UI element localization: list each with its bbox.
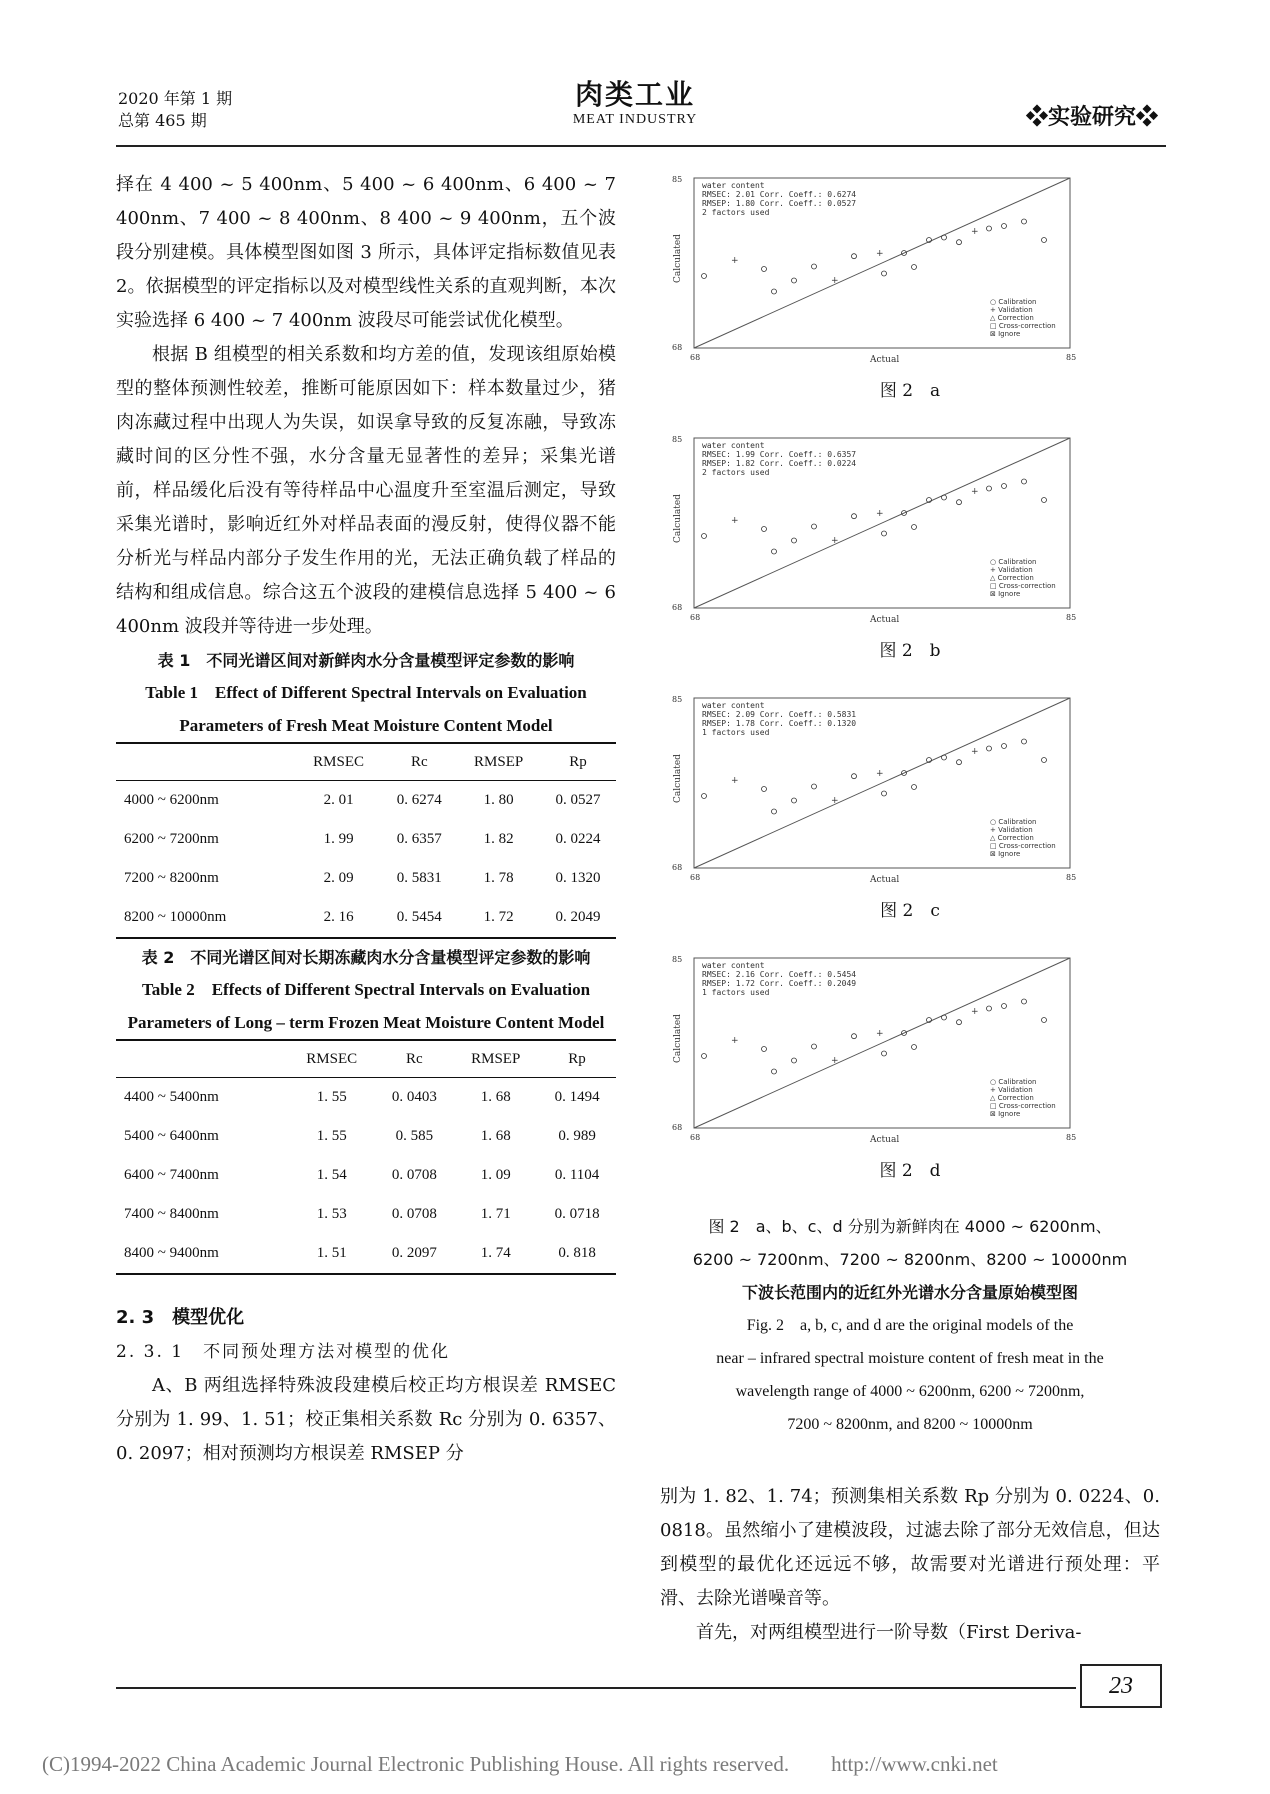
table-cell: 1. 99 bbox=[323, 831, 354, 847]
legend-item: ○ Calibration bbox=[990, 558, 1037, 566]
calibration-point bbox=[1022, 999, 1027, 1004]
table-cell: 0. 989 bbox=[558, 1128, 596, 1144]
calibration-point bbox=[912, 1045, 917, 1050]
table-cell: 1. 68 bbox=[480, 1089, 511, 1105]
x-axis-label: Actual bbox=[870, 1135, 900, 1145]
calibration-point bbox=[762, 1047, 767, 1052]
paragraph: A、B 两组选择特殊波段建模后校正均方根误差 RMSEC 分别为 1. 99、1. 51；校正集相关系数 Rc 分别为 0. 6357、0. 2097；相对预测均方根误差 RMSEP 分 bbox=[116, 1375, 616, 1464]
legend-item: ○ Calibration bbox=[990, 1078, 1037, 1086]
table-header: RMSEC bbox=[288, 1040, 376, 1078]
y-tick-max: 85 bbox=[672, 695, 683, 704]
validation-point: + bbox=[831, 276, 839, 286]
table-cell: 4000 ~ 6200nm bbox=[124, 792, 219, 808]
table-cell: 0. 1320 bbox=[555, 870, 601, 886]
table-cell: 0. 1104 bbox=[554, 1167, 600, 1183]
validation-point: + bbox=[971, 487, 979, 497]
table2-caption-en-2: Parameters of Long – term Frozen Meat Moisture Content Model bbox=[127, 1013, 605, 1032]
scatter-plot bbox=[660, 428, 1160, 628]
table-cell: 8400 ~ 9400nm bbox=[116, 1234, 288, 1274]
table-cell: 1. 71 bbox=[480, 1206, 511, 1222]
calibration-point bbox=[762, 527, 767, 532]
x-axis-label: Actual bbox=[870, 355, 900, 365]
stats-text: RMSEP: 1.82 Corr. Coeff.: 0.0224 bbox=[702, 459, 857, 468]
table-header bbox=[116, 1040, 288, 1078]
x-axis-label: Actual bbox=[870, 875, 900, 885]
validation-point: + bbox=[731, 256, 739, 266]
figure-caption-cn-1: 图 2 a、b、c、d 分别为新鲜肉在 4000 ~ 6200nm、 bbox=[708, 1217, 1112, 1236]
figure-caption-en-3: wavelength range of 4000 ~ 6200nm, 6200 ~ 7200nm, bbox=[735, 1383, 1085, 1400]
scatter-plot bbox=[660, 948, 1160, 1148]
table1 bbox=[116, 742, 616, 939]
table1-caption-en-2: Parameters of Fresh Meat Moisture Content Model bbox=[179, 716, 553, 735]
figure-label: 图 2 b bbox=[879, 641, 941, 661]
calibration-point bbox=[772, 809, 777, 814]
y-tick-min: 68 bbox=[672, 603, 683, 612]
calibration-point bbox=[1002, 744, 1007, 749]
calibration-point bbox=[762, 267, 767, 272]
issue-line-2: 总第 465 期 bbox=[118, 111, 207, 130]
table-cell: 8200 ~ 10000nm bbox=[116, 898, 296, 938]
figure-caption-cn-2: 6200 ~ 7200nm、7200 ~ 8200nm、8200 ~ 10000nm bbox=[692, 1250, 1128, 1269]
table-cell: 1. 72 bbox=[457, 898, 540, 938]
table-row bbox=[116, 898, 616, 938]
stats-text: 1 factors used bbox=[702, 988, 770, 997]
table-header: RMSEC bbox=[296, 743, 381, 781]
figure-caption bbox=[660, 1210, 1160, 1441]
calibration-point bbox=[762, 787, 767, 792]
figure-caption-en-1: Fig. 2 a, b, c, and d are the original models of the bbox=[746, 1317, 1074, 1334]
validation-point: + bbox=[876, 248, 884, 259]
table-cell: 1. 55 bbox=[316, 1089, 347, 1105]
table-cell: 0. 0403 bbox=[391, 1089, 437, 1105]
table-header: Rc bbox=[375, 1040, 453, 1078]
x-tick-max: 85 bbox=[1066, 613, 1077, 622]
table-cell: 1. 53 bbox=[316, 1206, 347, 1222]
x-tick-max: 85 bbox=[1066, 353, 1077, 362]
calibration-point bbox=[1002, 484, 1007, 489]
scatter-plot bbox=[660, 688, 1160, 888]
journal-logo bbox=[560, 78, 710, 128]
calibration-point bbox=[792, 538, 797, 543]
y-axis-label: Calculated bbox=[673, 754, 683, 803]
table-row bbox=[116, 820, 616, 859]
calibration-point bbox=[702, 794, 707, 799]
calibration-point bbox=[1022, 219, 1027, 224]
table-cell: 2. 01 bbox=[323, 792, 354, 808]
legend-item: △ Correction bbox=[990, 834, 1034, 842]
figure-label: 图 2 a bbox=[879, 381, 941, 401]
calibration-point bbox=[912, 265, 917, 270]
calibration-point bbox=[1022, 739, 1027, 744]
y-axis-label: Calculated bbox=[673, 494, 683, 543]
legend-item: ○ Calibration bbox=[990, 818, 1037, 826]
scatter-plot bbox=[660, 168, 1160, 368]
calibration-point bbox=[702, 534, 707, 539]
stats-text: RMSEP: 1.72 Corr. Coeff.: 0.2049 bbox=[702, 979, 857, 988]
legend-item: □ Cross-correction bbox=[990, 582, 1056, 590]
x-tick-max: 85 bbox=[1066, 873, 1077, 882]
table1-caption-cn: 表 1 不同光谱区间对新鲜肉水分含量模型评定参数的影响 bbox=[157, 651, 575, 670]
issue-info bbox=[118, 88, 232, 132]
calibration-point bbox=[912, 525, 917, 530]
calibration-point bbox=[957, 240, 962, 245]
stats-text: 2 factors used bbox=[702, 208, 770, 217]
table-cell: 5400 ~ 6400nm bbox=[124, 1128, 219, 1144]
legend-item: ○ Calibration bbox=[990, 298, 1037, 306]
table-cell: 4400 ~ 5400nm bbox=[124, 1089, 219, 1105]
stats-text: water content bbox=[702, 961, 765, 970]
calibration-point bbox=[942, 755, 947, 760]
table-cell: 1. 09 bbox=[480, 1167, 511, 1183]
figure-caption-en-4: 7200 ~ 8200nm, and 8200 ~ 10000nm bbox=[787, 1416, 1033, 1433]
legend-item: △ Correction bbox=[990, 574, 1034, 582]
table-row bbox=[116, 859, 616, 898]
legend-item: ⊠ Ignore bbox=[990, 590, 1021, 598]
table2-caption-en-1: Table 2 Effects of Different Spectral Intervals on Evaluation bbox=[141, 980, 591, 999]
table-cell: 1. 74 bbox=[453, 1234, 538, 1274]
calibration-point bbox=[987, 226, 992, 231]
stats-text: RMSEP: 1.80 Corr. Coeff.: 0.0527 bbox=[702, 199, 857, 208]
calibration-point bbox=[882, 1051, 887, 1056]
calibration-point bbox=[987, 746, 992, 751]
copyright-footer: (C)1994-2022 China Academic Journal Electronic Publishing House. All rights reserved. http://www.cnki.net bbox=[42, 1752, 998, 1776]
stats-text: water content bbox=[702, 701, 765, 710]
table-header: Rp bbox=[540, 743, 616, 781]
figure-label: 图 2 d bbox=[879, 1161, 941, 1181]
validation-point: + bbox=[971, 227, 979, 237]
calibration-point bbox=[812, 264, 817, 269]
legend-item: □ Cross-correction bbox=[990, 1102, 1056, 1110]
section-label: ❖实验研究❖ bbox=[1025, 104, 1158, 130]
table-header bbox=[116, 743, 296, 781]
legend-item: + Validation bbox=[990, 826, 1033, 834]
stats-text: RMSEC: 2.16 Corr. Coeff.: 0.5454 bbox=[702, 970, 857, 979]
validation-point: + bbox=[971, 1007, 979, 1017]
stats-text: RMSEC: 1.99 Corr. Coeff.: 0.6357 bbox=[702, 450, 857, 459]
table-header: Rp bbox=[538, 1040, 616, 1078]
figure-2a bbox=[660, 168, 1160, 401]
legend-item: □ Cross-correction bbox=[990, 842, 1056, 850]
figure-caption-en-2: near – infrared spectral moisture content of fresh meat in the bbox=[716, 1350, 1104, 1367]
left-column bbox=[116, 168, 616, 1471]
paragraph: 首先，对两组模型进行一阶导数（First Deriva- bbox=[696, 1622, 1082, 1643]
calibration-point bbox=[852, 254, 857, 259]
y-tick-max: 85 bbox=[672, 435, 683, 444]
y-axis-label: Calculated bbox=[673, 1014, 683, 1063]
legend-item: ⊠ Ignore bbox=[990, 850, 1021, 858]
legend-item: + Validation bbox=[990, 1086, 1033, 1094]
calibration-point bbox=[772, 1069, 777, 1074]
y-tick-min: 68 bbox=[672, 1123, 683, 1132]
table-cell: 0. 2097 bbox=[375, 1234, 453, 1274]
calibration-point bbox=[942, 495, 947, 500]
table-cell: 1. 51 bbox=[288, 1234, 376, 1274]
calibration-point bbox=[1042, 1018, 1047, 1023]
table2 bbox=[116, 1039, 616, 1275]
table-header-row bbox=[116, 1040, 616, 1078]
legend-item: + Validation bbox=[990, 566, 1033, 574]
calibration-point bbox=[957, 760, 962, 765]
validation-point: + bbox=[971, 747, 979, 757]
legend-item: □ Cross-correction bbox=[990, 322, 1056, 330]
validation-point: + bbox=[731, 516, 739, 526]
table-cell: 7400 ~ 8400nm bbox=[124, 1206, 219, 1222]
right-text bbox=[660, 1480, 1160, 1650]
calibration-point bbox=[812, 1044, 817, 1049]
legend-item: ⊠ Ignore bbox=[990, 330, 1021, 338]
table-row bbox=[116, 1078, 616, 1118]
legend-item: + Validation bbox=[990, 306, 1033, 314]
issue-line-1: 2020 年第 1 期 bbox=[118, 89, 233, 108]
figure-2d bbox=[660, 948, 1160, 1181]
subsection-title: 2. 3. 1 不同预处理方法对模型的优化 bbox=[116, 1342, 451, 1362]
table-row bbox=[116, 781, 616, 821]
paragraph: 根据 B 组模型的相关系数和均方差的值，发现该组原始模型的整体预测性较差，推断可能原因如下：样本数量过少，猪肉冻藏过程中出现人为失误，如误拿导致的反复冻融，导致冻藏时间的区分性不强，水分含量无显著性的差异；采集光谱前，样品缓化后没有等待样品中心温度升至室温后测定，导致采集光谱时，影响近红外对样品表面的漫反射，使得仪器不能分析光与样品内部分子发生作用的光，无法正确负载了样品的结构和组成信息。综合这五个波段的建模信息选择 5 400 ~ 6 400nm 波段并等待进一步处理。 bbox=[116, 344, 616, 637]
stats-text: RMSEC: 2.09 Corr. Coeff.: 0.5831 bbox=[702, 710, 857, 719]
table-cell: 0. 585 bbox=[395, 1128, 434, 1144]
figure-label: 图 2 c bbox=[880, 901, 940, 921]
table-cell: 0. 0224 bbox=[555, 831, 601, 847]
page-number: 23 bbox=[1080, 1664, 1162, 1708]
calibration-point bbox=[1042, 758, 1047, 763]
y-tick-min: 68 bbox=[672, 863, 683, 872]
table-cell: 0. 2049 bbox=[540, 898, 616, 938]
journal-name-en: MEAT INDUSTRY bbox=[572, 112, 698, 127]
table-cell: 1. 54 bbox=[316, 1167, 347, 1183]
calibration-point bbox=[882, 791, 887, 796]
calibration-point bbox=[957, 1020, 962, 1025]
table-header: Rc bbox=[381, 743, 457, 781]
calibration-point bbox=[1042, 498, 1047, 503]
figure-caption-cn-3: 下波长范围内的近红外光谱水分含量原始模型图 bbox=[741, 1283, 1078, 1302]
validation-point: + bbox=[731, 1036, 739, 1046]
table-row bbox=[116, 1234, 616, 1274]
x-tick-min: 68 bbox=[690, 353, 701, 362]
table-header: RMSEP bbox=[453, 1040, 538, 1078]
table-row bbox=[116, 1156, 616, 1195]
calibration-point bbox=[772, 289, 777, 294]
calibration-point bbox=[942, 1015, 947, 1020]
stats-text: RMSEP: 1.78 Corr. Coeff.: 0.1320 bbox=[702, 719, 857, 728]
calibration-point bbox=[882, 271, 887, 276]
table-cell: 7200 ~ 8200nm bbox=[124, 870, 219, 886]
table-cell: 1. 80 bbox=[483, 792, 514, 808]
table-cell: 1. 68 bbox=[480, 1128, 511, 1144]
calibration-point bbox=[1002, 1004, 1007, 1009]
calibration-point bbox=[1022, 479, 1027, 484]
stats-text: water content bbox=[702, 441, 765, 450]
x-tick-min: 68 bbox=[690, 873, 701, 882]
calibration-point bbox=[812, 784, 817, 789]
header-rule bbox=[116, 145, 1166, 147]
y-tick-max: 85 bbox=[672, 955, 683, 964]
table-row bbox=[116, 1195, 616, 1234]
footer-rule bbox=[116, 1687, 1076, 1689]
x-axis-label: Actual bbox=[870, 615, 900, 625]
section-title: 2. 3 模型优化 bbox=[116, 1307, 245, 1328]
table-cell: 0. 5454 bbox=[381, 898, 457, 938]
journal-name-cn: 肉类工业 bbox=[574, 78, 695, 111]
calibration-point bbox=[957, 500, 962, 505]
calibration-point bbox=[942, 235, 947, 240]
y-tick-min: 68 bbox=[672, 343, 683, 352]
table-cell: 0. 1494 bbox=[554, 1089, 600, 1105]
stats-text: 2 factors used bbox=[702, 468, 770, 477]
table-cell: 0. 6274 bbox=[396, 792, 442, 808]
calibration-point bbox=[812, 524, 817, 529]
calibration-point bbox=[987, 486, 992, 491]
calibration-point bbox=[702, 1054, 707, 1059]
validation-point: + bbox=[876, 508, 884, 519]
table-cell: 1. 55 bbox=[316, 1128, 347, 1144]
calibration-point bbox=[852, 514, 857, 519]
table1-caption-en-1: Table 1 Effect of Different Spectral Intervals on Evaluation bbox=[145, 683, 587, 702]
legend-item: △ Correction bbox=[990, 1094, 1034, 1102]
calibration-point bbox=[772, 549, 777, 554]
table-cell: 0. 0527 bbox=[555, 792, 601, 808]
table-cell: 6200 ~ 7200nm bbox=[124, 831, 219, 847]
validation-point: + bbox=[831, 536, 839, 546]
validation-point: + bbox=[876, 768, 884, 779]
calibration-point bbox=[912, 785, 917, 790]
table-cell: 0. 6357 bbox=[396, 831, 442, 847]
validation-point: + bbox=[831, 796, 839, 806]
legend-item: ⊠ Ignore bbox=[990, 1110, 1021, 1118]
y-axis-label: Calculated bbox=[673, 234, 683, 283]
calibration-point bbox=[792, 1058, 797, 1063]
table-cell: 1. 82 bbox=[483, 831, 514, 847]
stats-text: RMSEC: 2.01 Corr. Coeff.: 0.6274 bbox=[702, 190, 857, 199]
x-tick-min: 68 bbox=[690, 613, 701, 622]
calibration-point bbox=[852, 774, 857, 779]
calibration-point bbox=[987, 1006, 992, 1011]
table-cell: 2. 09 bbox=[323, 870, 354, 886]
x-tick-max: 85 bbox=[1066, 1133, 1077, 1142]
stats-text: 1 factors used bbox=[702, 728, 770, 737]
paragraph: 别为 1. 82、1. 74；预测集相关系数 Rp 分别为 0. 0224、0. 0818。虽然缩小了建模波段，过滤去除了部分无效信息，但达到模型的最优化还远远不够，故需要对光谱进行预处理：平滑、去除光谱噪音等。 bbox=[660, 1486, 1160, 1609]
table-cell: 0. 5831 bbox=[396, 870, 442, 886]
table-cell: 0. 818 bbox=[538, 1234, 616, 1274]
calibration-point bbox=[1042, 238, 1047, 243]
stats-text: water content bbox=[702, 181, 765, 190]
table-cell: 0. 0708 bbox=[391, 1206, 437, 1222]
table2-caption-cn: 表 2 不同光谱区间对长期冻藏肉水分含量模型评定参数的影响 bbox=[141, 948, 591, 967]
paragraph: 择在 4 400 ~ 5 400nm、5 400 ~ 6 400nm、6 400 ~ 7 400nm、7 400 ~ 8 400nm、8 400 ~ 9 400nm，五个波段分别建模。具体模型图如图 3 所示，具体评定指标数值见表 2。依据模型的评定指标以及对模型线性关系的直观判断，本次实验选择 6 400 ~ 7 400nm 波段尽可能尝试优化模型。 bbox=[116, 174, 616, 331]
calibration-point bbox=[852, 1034, 857, 1039]
table-cell: 0. 0708 bbox=[391, 1167, 437, 1183]
table-cell: 2. 16 bbox=[296, 898, 381, 938]
validation-point: + bbox=[876, 1028, 884, 1039]
calibration-point bbox=[792, 798, 797, 803]
table-row bbox=[116, 1117, 616, 1156]
validation-point: + bbox=[831, 1056, 839, 1066]
calibration-point bbox=[792, 278, 797, 283]
x-tick-min: 68 bbox=[690, 1133, 701, 1142]
y-tick-max: 85 bbox=[672, 175, 683, 184]
calibration-point bbox=[702, 274, 707, 279]
calibration-point bbox=[1002, 224, 1007, 229]
calibration-point bbox=[882, 531, 887, 536]
figure-2c bbox=[660, 688, 1160, 921]
table-cell: 0. 0718 bbox=[554, 1206, 600, 1222]
table-cell: 6400 ~ 7400nm bbox=[124, 1167, 219, 1183]
validation-point: + bbox=[731, 776, 739, 786]
table-header: RMSEP bbox=[457, 743, 540, 781]
legend-item: △ Correction bbox=[990, 314, 1034, 322]
table-header-row bbox=[116, 743, 616, 781]
table-cell: 1. 78 bbox=[483, 870, 514, 886]
figure-2b bbox=[660, 428, 1160, 661]
